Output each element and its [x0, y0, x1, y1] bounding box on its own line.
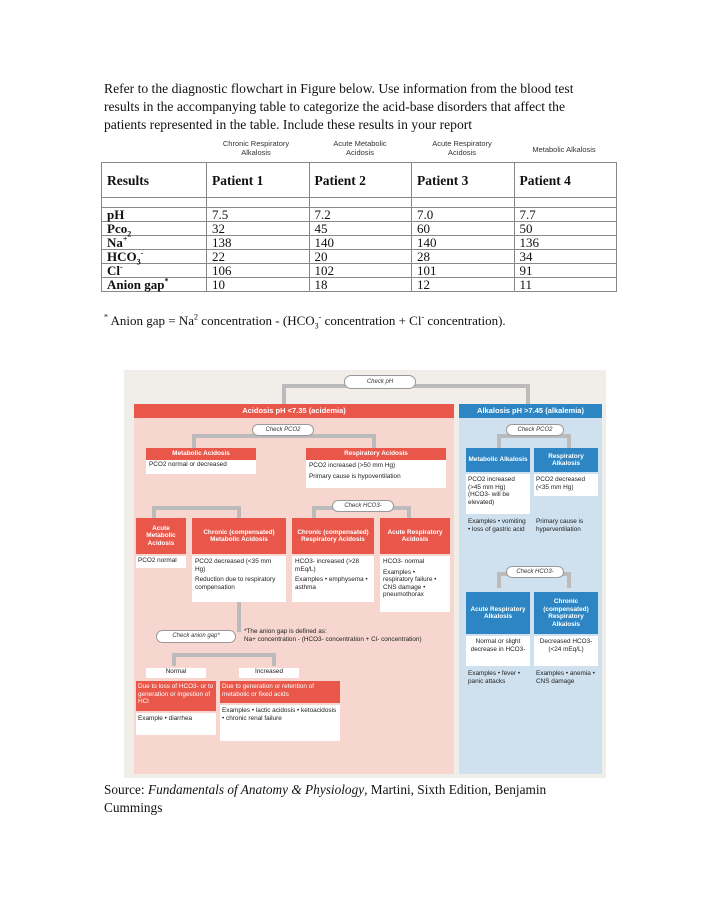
- check-pco2-left-node: Check PCO2: [252, 424, 314, 436]
- column-header: Patient 3: [412, 163, 515, 198]
- table-cell: 7.2: [309, 208, 412, 222]
- acute-respiratory-acidosis-text: HCO3- normal Examples • respiratory failure • CNS damage • pneumothorax: [380, 556, 450, 612]
- normal-gap-example: Example • diarrhea: [136, 713, 216, 735]
- blood-test-table: [101, 162, 617, 292]
- table-cell: 102: [309, 264, 412, 278]
- check-ph-node: Check pH: [344, 375, 416, 389]
- table-cell: 34: [514, 250, 617, 264]
- handwritten-annotation-patient-4: Metabolic Alkalosis: [532, 145, 596, 154]
- table-cell: 32: [207, 222, 310, 236]
- acute-respiratory-acidosis-header: Acute Respiratory Acidosis: [380, 518, 450, 554]
- table-cell: 140: [309, 236, 412, 250]
- handwritten-annotation-patient-2: Acute Metabolic Acidosis: [333, 139, 387, 157]
- row-label: Cl-: [102, 264, 207, 278]
- table-row: [102, 250, 617, 264]
- increased-gap-examples: Examples • lactic acidosis • ketoacidosis • chronic renal failure: [220, 705, 340, 741]
- chronic-respiratory-acidosis-text: HCO3- increased (>28 mEq/L) Examples • emphysema • asthma: [292, 556, 374, 602]
- handwritten-annotation-patient-3: Acute Respiratory Acidosis: [432, 139, 492, 157]
- respiratory-alkalosis-text-1: PCO2 decreased (<35 mm Hg): [534, 474, 598, 496]
- table-cell: 50: [514, 222, 617, 236]
- table-header-row: [102, 163, 617, 198]
- table-row: [102, 278, 617, 292]
- chronic-respiratory-acidosis-header: Chronic (compensated) Respiratory Acidosis: [292, 518, 374, 554]
- table-cell: 101: [412, 264, 515, 278]
- chronic-respiratory-alkalosis-header: Chronic (compensated) Respiratory Alkalosis: [534, 592, 598, 634]
- table-cell: 106: [207, 264, 310, 278]
- table-row: [102, 208, 617, 222]
- column-header: Results: [102, 163, 207, 198]
- table-cell: 138: [207, 236, 310, 250]
- chronic-metabolic-acidosis-header: Chronic (compensated) Metabolic Acidosis: [192, 518, 286, 554]
- table-row: [102, 264, 617, 278]
- table-cell: 140: [412, 236, 515, 250]
- chronic-respiratory-alkalosis-text-1: Decreased HCO3- (<24 mEq/L): [534, 636, 598, 666]
- column-header: Patient 4: [514, 163, 617, 198]
- acute-respiratory-alkalosis-text-1: Normal or slight decrease in HCO3-: [466, 636, 530, 666]
- row-label: Na+: [102, 236, 207, 250]
- row-label: pH: [102, 208, 207, 222]
- respiratory-acidosis-header: Respiratory Acidosis: [306, 448, 446, 460]
- table-spacer-row: [102, 198, 617, 208]
- metabolic-alkalosis-header: Metabolic Alkalosis: [466, 448, 530, 472]
- check-hco3-right-node: Check HCO3-: [506, 566, 564, 578]
- respiratory-alkalosis-header: Respiratory Alkalosis: [534, 448, 598, 472]
- intro-line: results in the accompanying table to categorize the acid-base disorders that affect the: [104, 99, 565, 114]
- check-anion-gap-node: Check anion gap*: [156, 630, 236, 643]
- table-cell: 20: [309, 250, 412, 264]
- table-cell: 10: [207, 278, 310, 292]
- table-cell: 11: [514, 278, 617, 292]
- alkalosis-header: Alkalosis pH >7.45 (alkalemia): [459, 404, 602, 418]
- chronic-respiratory-alkalosis-text-2: Examples • anemia • CNS damage: [536, 670, 595, 685]
- table-cell: 7.0: [412, 208, 515, 222]
- footnote: * Anion gap = $Na^2$ concentration - ($HCO_3^-$ concentration + Cl- concentration).: [104, 312, 506, 331]
- source-citation: Source: Fundamentals of Anatomy & Physiology, Martini, Sixth Edition, Benjamin Cummings: [104, 782, 547, 815]
- acute-metabolic-acidosis-header: Acute Metabolic Acidosis: [136, 518, 186, 554]
- table-cell: 7.5: [207, 208, 310, 222]
- row-label: Pco$_2$: [102, 222, 207, 236]
- metabolic-alkalosis-text: PCO2 increased (>45 mm Hg) (HCO3- will be elevated): [466, 474, 530, 514]
- metabolic-alkalosis-examples: Examples • vomiting • loss of gastric acid: [468, 518, 526, 533]
- chronic-metabolic-acidosis-text: PCO2 decreased (<35 mm Hg) Reduction due to respiratory compensation: [192, 556, 286, 602]
- table-cell: 28: [412, 250, 515, 264]
- check-hco3-left-node: Check HCO3-: [332, 500, 394, 512]
- table-row: [102, 236, 617, 250]
- table-cell: 45: [309, 222, 412, 236]
- acid-base-flowchart-figure: [124, 370, 606, 778]
- acute-metabolic-acidosis-text: PCO2 normal: [136, 556, 186, 568]
- respiratory-alkalosis-text-2: Primary cause is hyperventilation: [536, 518, 584, 533]
- metabolic-acidosis-header: Metabolic Acidosis: [146, 448, 256, 460]
- intro-line: Refer to the diagnostic flowchart in Figure below. Use information from the blood test: [104, 81, 574, 96]
- acidosis-header: Acidosis pH <7.35 (acidemia): [134, 404, 454, 418]
- intro-line: patients represented in the table. Include these results in your report: [104, 117, 473, 132]
- table-cell: 60: [412, 222, 515, 236]
- column-header: Patient 2: [309, 163, 412, 198]
- respiratory-acidosis-text: PCO2 increased (>50 mm Hg) Primary cause is hypoventilation: [306, 460, 446, 488]
- row-label: Anion gap*: [102, 278, 207, 292]
- table-cell: 7.7: [514, 208, 617, 222]
- row-label: $HCO_3^-$: [102, 250, 207, 264]
- acute-respiratory-alkalosis-header: Acute Respiratory Alkalosis: [466, 592, 530, 634]
- column-header: Patient 1: [207, 163, 310, 198]
- increased-gap-cause: Due to generation or retention of metabolic or fixed acids: [220, 681, 340, 703]
- handwritten-annotation-patient-1: Chronic Respiratory Alkalosis: [222, 139, 290, 157]
- table-cell: 18: [309, 278, 412, 292]
- metabolic-acidosis-text: PCO2 normal or decreased: [146, 460, 256, 474]
- table-cell: 12: [412, 278, 515, 292]
- intro-paragraph: [104, 80, 624, 134]
- normal-gap-cause: Due to loss of HCO3- or to generation or ingestion of HCl: [136, 681, 216, 711]
- increased-label: Increased: [239, 668, 299, 678]
- table-cell: 22: [207, 250, 310, 264]
- acute-respiratory-alkalosis-text-2: Examples • fever • panic attacks: [468, 670, 521, 685]
- table-row: [102, 222, 617, 236]
- table-cell: 136: [514, 236, 617, 250]
- normal-label: Normal: [146, 668, 206, 678]
- check-pco2-right-node: Check PCO2: [506, 424, 564, 436]
- anion-gap-definition: *The anion gap is defined as: Na+ concentration - (HCO3- concentration + Cl- concentration): [244, 628, 422, 643]
- table-cell: 91: [514, 264, 617, 278]
